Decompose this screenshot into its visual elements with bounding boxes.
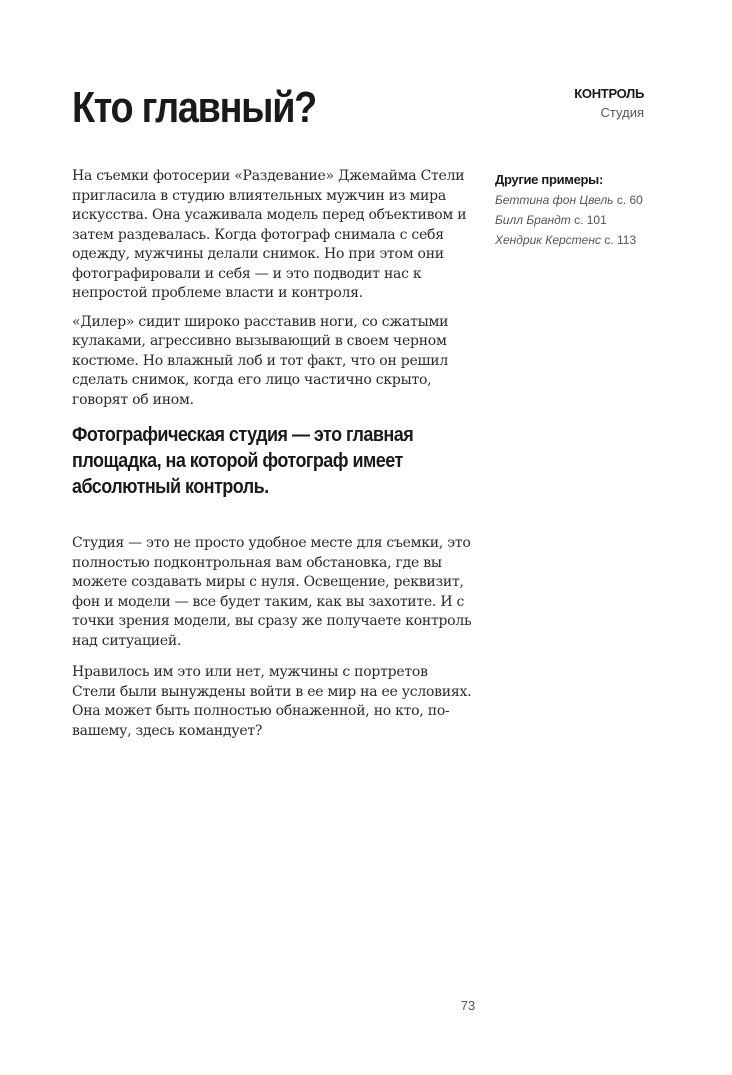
section-kicker: КОНТРОЛЬ xyxy=(574,86,644,101)
sidebar-title: Другие примеры: xyxy=(495,172,604,187)
body-paragraph: Студия — это не просто удобное месте для съемки, это полностью подконтрольная вам обстановка, где вы можете создавать миры с нуля. Освещение, реквизит, фон и модели — все будет таким, как вы захотите. И с точки зрения модели, вы сразу же получаете контроль над ситуацией. xyxy=(72,535,472,649)
body-paragraph: На съемки фотосерии «Раздевание» Джемайма Стели пригласила в студию влиятельных мужчин из мира искусства. Она усаживала модель перед объективом и затем раздевалась. Когда фотограф снимала с себя одежду, мужчины делали снимок. Но при этом они фотографировали и себя — и это подводит нас к непростой проблеме власти и контроля. xyxy=(72,168,467,301)
other-examples-sidebar xyxy=(495,170,665,250)
sidebar-ref xyxy=(495,230,665,250)
ref-name: Хендрик Керстенс xyxy=(495,233,601,247)
body-paragraph: Нравилось им это или нет, мужчины с портретов Стели были вынуждены войти в ее мир на ее условиях. Она может быть полностью обнаженной, но кто, по-вашему, здесь командует? xyxy=(72,664,472,739)
sidebar-ref xyxy=(495,190,665,210)
ref-name: Билл Брандт xyxy=(495,213,571,227)
ref-page: с. 101 xyxy=(574,213,607,227)
page-number: 73 xyxy=(460,998,476,1013)
body-column xyxy=(72,167,472,750)
pull-quote: Фотографическая студия — это главная площадка, на которой фотограф имеет абсолютный контроль. xyxy=(72,424,414,498)
page-title: Кто главный? xyxy=(72,83,316,132)
ref-page: с. 60 xyxy=(616,193,643,207)
body-paragraph: «Дилер» сидит широко расставив ноги, со сжатыми кулаками, агрессивно вызывающий в своем черном костюме. Но влажный лоб и тот факт, что он решил сделать снимок, когда его лицо частично скрыто, говорят об ином. xyxy=(72,313,449,408)
section-label xyxy=(574,85,644,123)
sidebar-ref xyxy=(495,210,665,230)
ref-name: Беттина фон Цвель xyxy=(495,193,614,207)
ref-page: с. 113 xyxy=(604,233,637,247)
section-subtitle: Студия xyxy=(600,105,644,120)
